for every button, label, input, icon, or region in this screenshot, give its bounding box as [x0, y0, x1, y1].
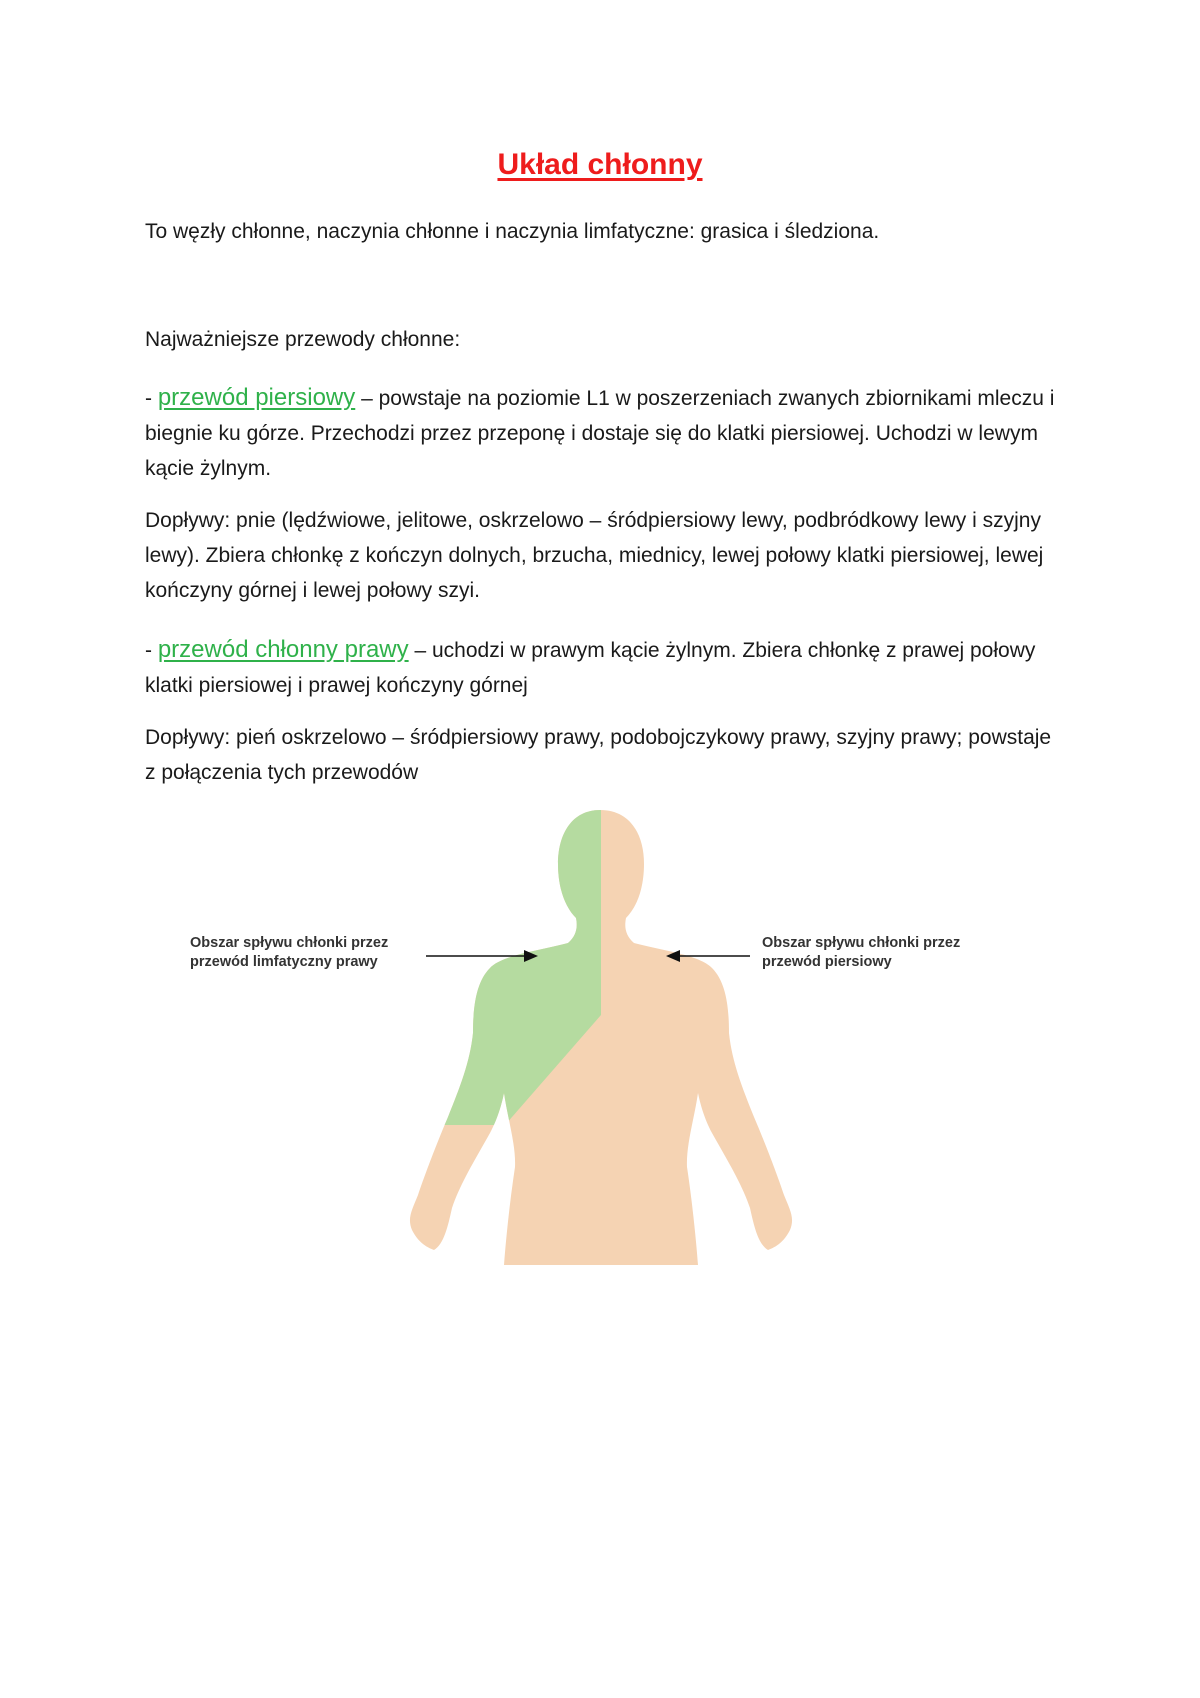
page-title: Układ chłonny — [497, 148, 703, 181]
right-duct-paragraph — [145, 632, 1055, 703]
list-dash: - — [145, 387, 158, 410]
intro-paragraph: To węzły chłonne, naczynia chłonne i naczynia limfatyczne: grasica i śledziona. — [145, 220, 880, 243]
right-duct-tributaries: Dopływy: pień oskrzelowo – śródpiersiowy prawy, podobojczykowy prawy, szyjny prawy; powstaje z połączenia tych przewodów — [145, 726, 1052, 784]
lymph-drainage-diagram — [190, 800, 1070, 1270]
thoracic-duct-description: – powstaje na poziomie L1 w poszerzeniach zwanych zbiornikami mleczu i biegnie ku górze. Przechodzi przez przeponę i dostaje się do klatki piersiowej. Uchodzi w lewym kącie żylnym. — [145, 387, 1055, 480]
right-label-line-2: przewód piersiowy — [762, 954, 892, 970]
right-label-line-1: Obszar spływu chłonki przez — [762, 935, 961, 951]
thoracic-duct-region — [190, 800, 1070, 1270]
body-silhouette-diagram — [190, 800, 1070, 1270]
list-dash: - — [145, 639, 158, 662]
right-duct-description: – uchodzi w prawym kącie żylnym. Zbiera chłonkę z prawej połowy klatki piersiowej i prawej kończyny górnej — [145, 639, 1036, 697]
left-label — [190, 935, 388, 970]
thoracic-duct-tributaries: Dopływy: pnie (lędźwiowe, jelitowe, oskrzelowo – śródpiersiowy lewy, podbródkowy lewy i szyjny lewy). Zbiera chłonkę z kończyn dolnych, brzucha, miednicy, lewej połowy klatki piersiowej, lewej kończyny górnej i lewej połowy szyi. — [145, 509, 1044, 602]
thoracic-duct-paragraph — [145, 380, 1055, 486]
thoracic-duct-term: przewód piersiowy — [157, 384, 356, 411]
right-arrow-icon — [666, 950, 750, 962]
right-label — [762, 935, 960, 970]
left-label-line-1: Obszar spływu chłonki przez — [190, 935, 389, 951]
right-duct-term: przewód chłonny prawy — [157, 636, 409, 663]
section-heading: Najważniejsze przewody chłonne: — [145, 328, 461, 351]
left-label-line-2: przewód limfatyczny prawy — [190, 954, 378, 970]
